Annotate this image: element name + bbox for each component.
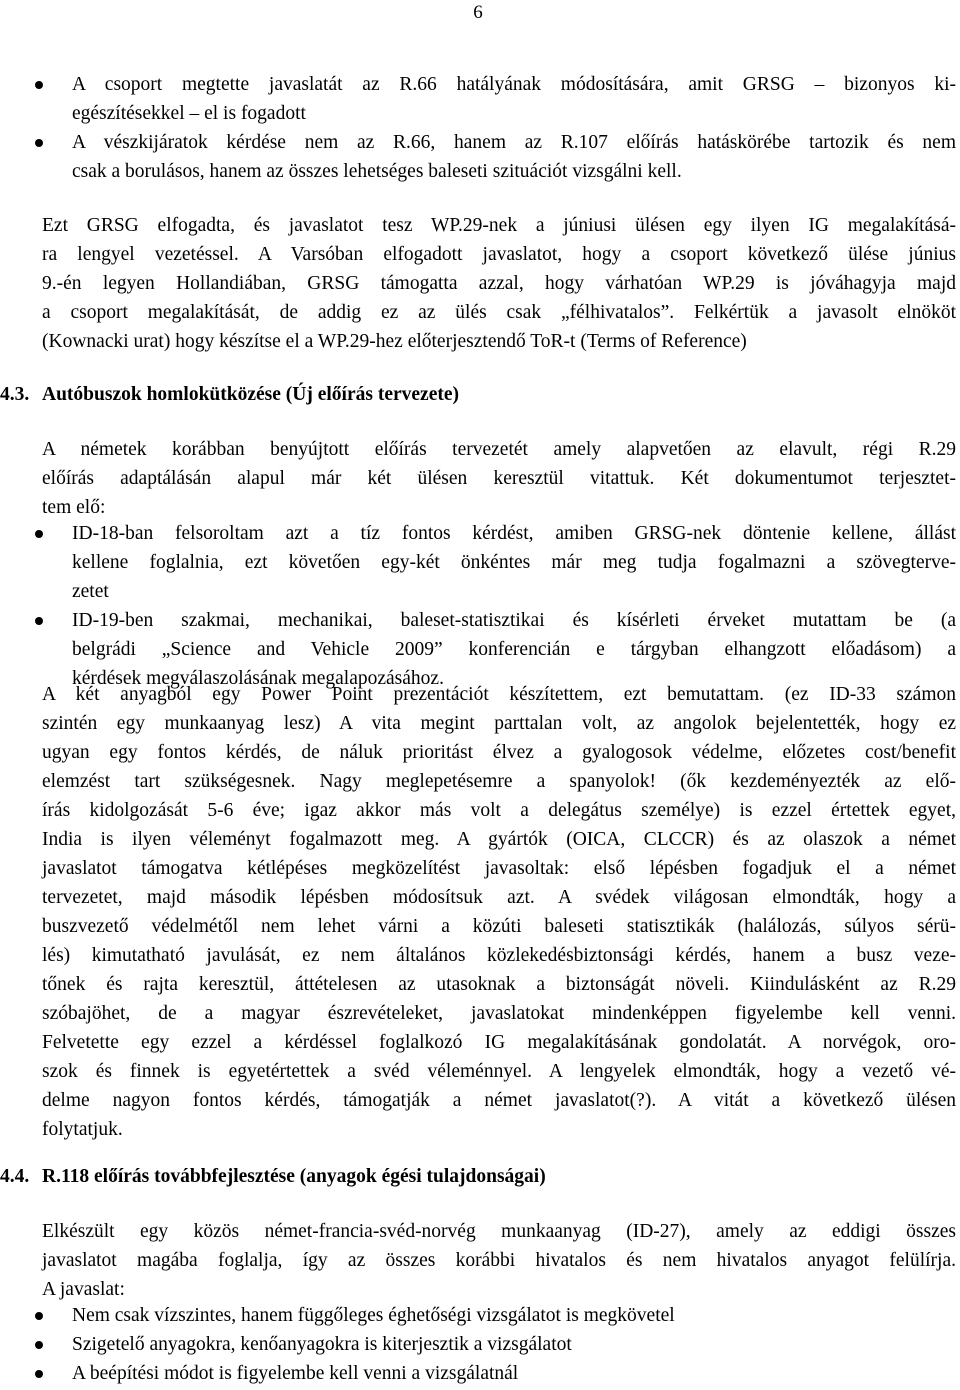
paragraph-4-3-intro: A németek korábban benyújtott előírás tervezetét amely alapvetően az elavult, régi R.29 előírás adaptálásán alapul már két ülésen keresztül vitattuk. Két dokumentumot terjesztet- tem elő: — [42, 439, 956, 518]
bullet-list-4-4 — [0, 1301, 960, 1388]
list-item: A vészkijáratok kérdése nem az R.66, hanem az R.107 előírás hatáskörébe tartozik és nem csak a borulásos, hanem az összes lehetséges baleseti szituációt vizsgálni kell. — [72, 128, 956, 186]
list-item: A csoport megtette javaslatát az R.66 hatályának módosítására, amit GRSG – bizonyos ki- egészítésekkel – el is fogadott — [72, 70, 956, 128]
paragraph-4-3-main: A két anyagból egy Power Point prezentációt készítettem, ezt bemutattam. (ez ID-33 számon szintén egy munkaanyag lesz) A vita megint parttalan volt, az angolok bejelentették, hogy ez ugyan egy fontos kérdés, de náluk prioritást élvez a gyalogosok védelme, előzetes cost/benefit elemzést tart szükségesnek. Nagy meglepetésemre a spanyolok! (ők kezdeményezték az elő- írás kidolgozását 5-6 éve; igaz akkor más volt a delegátus személye) is ezzel értettek egyet, India is ilyen véleményt fogalmazott meg. A gyártók (OICA, CLCCR) és az olaszok a német javaslatot támogatva kétlépéses megközelítést javasoltak: első lépésben fogadjuk el a német tervezetet, majd második lépésben módosítsuk azt. A svédek világosan elmondták, hogy a buszvezető védelmétől nem lehet várni a közúti baleseti statisztikák (halálozás, súlyos sérü- lés) kimutatható javulását, ez nem általános közlekedésbiztonsági kérdés, hanem a busz veze- tőnek és rajta keresztül, áttételesen az utasoknak a biztonságát növeli. Kiindulásként az R.29 szóbajöhet, de a magyar észrevételeket, javaslatokat mindenképpen figyelembe kell venni. Felvetette egy ezzel a kérdéssel foglalkozó IG megalakításának gondolatát. A norvégok, oro- szok és finnek is egyetértettek a svéd véleménnyel. A lengyelek elmondták, hogy a vezető vé- delme nagyon fontos kérdés, támogatják a német javaslatot(?). A vitát a következő ülésen folytatjuk. — [42, 684, 956, 1140]
bullet-list-top — [0, 70, 960, 186]
section-heading-4-3 — [0, 380, 960, 409]
list-item: Nem csak vízszintes, hanem függőleges éghetőségi vizsgálatot is megkövetel — [72, 1301, 956, 1330]
section-title: R.118 előírás továbbfejlesztése (anyagok égési tulajdonságai) — [42, 1166, 546, 1187]
section-title: Autóbuszok homlokütközése (Új előírás tervezete) — [42, 384, 460, 405]
paragraph-wp29: Ezt GRSG elfogadta, és javaslatot tesz WP.29-nek a júniusi ülésen egy ilyen IG megalakításá- ra lengyel vezetéssel. A Varsóban elfogadott javaslatot, hogy a csoport következő ülése június 9.-én legyen Hollandiában, GRSG támogatta azzal, hogy várhatóan WP.29 is jóváhagyja majd a csoport megalakítását, de addig ez az ülés csak „félhivatalos”. Felkértük a javasolt elnököt (Kownacki urat) hogy készítse el a WP.29-hez előterjesztendő ToR-t (Terms of Reference) — [42, 215, 956, 352]
section-heading-4-4 — [0, 1162, 960, 1191]
list-item: ID-19-ben szakmai, mechanikai, baleset-statisztikai és kísérleti érveket mutattam be (a belgrádi „Science and Vehicle 2009” konferencián e tárgyban elhangzott előadásom) a kérdések megválaszolásának megalapozásához. — [72, 606, 956, 693]
list-item: A beépítési módot is figyelembe kell venni a vizsgálatnál — [72, 1359, 956, 1388]
section-number: 4.4. — [0, 1166, 30, 1187]
page-number: 6 — [473, 2, 483, 23]
section-number: 4.3. — [0, 384, 30, 405]
list-item: ID-18-ban felsoroltam azt a tíz fontos kérdést, amiben GRSG-nek döntenie kellene, állást kellene foglalnia, ezt követően egy-két önkéntes már meg tudja fogalmazni a szövegterve- zetet — [72, 519, 956, 606]
paragraph-4-4-intro: Elkészült egy közös német-francia-svéd-norvég munkaanyag (ID-27), amely az eddigi összes javaslatot magába foglalja, így az összes korábbi hivatalos és nem hivatalos anyagot felülírja. A javaslat: — [42, 1221, 956, 1300]
list-item: Szigetelő anyagokra, kenőanyagokra is kiterjesztik a vizsgálatot — [72, 1330, 956, 1359]
bullet-list-4-3 — [0, 519, 960, 693]
